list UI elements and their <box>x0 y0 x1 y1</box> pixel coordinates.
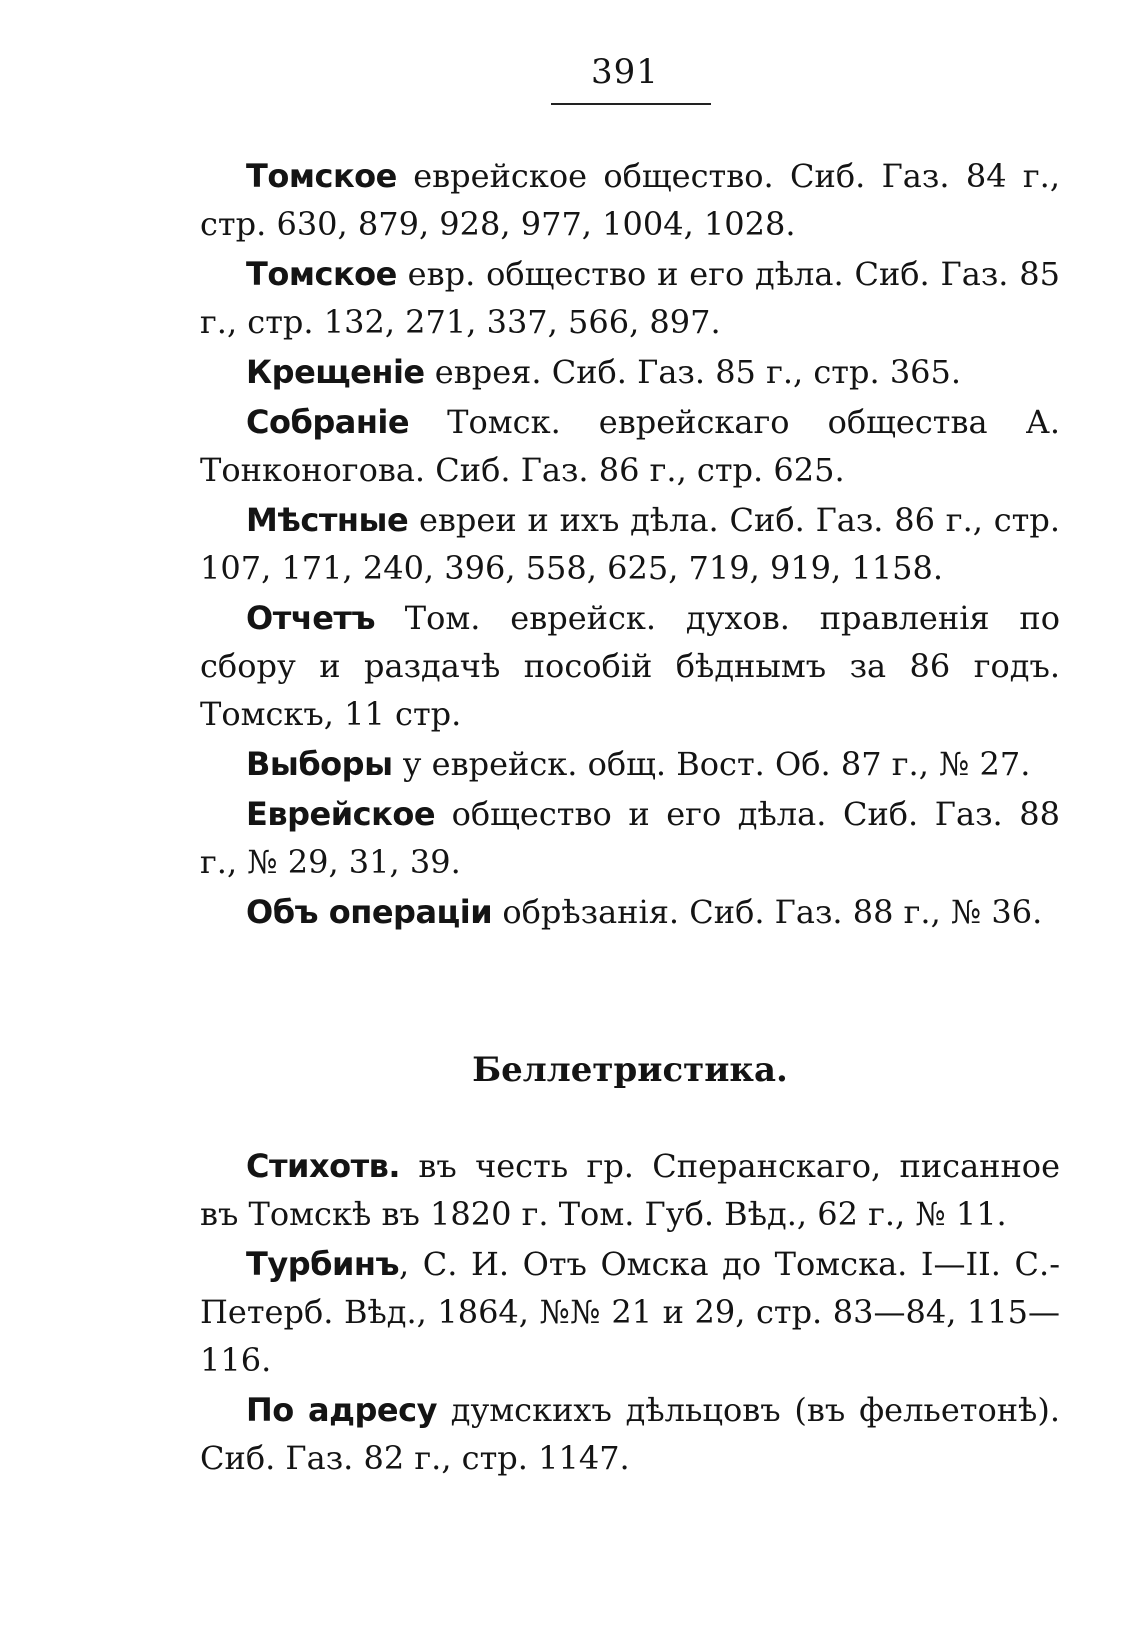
bibliography-entry <box>200 594 1060 738</box>
bibliography-list-jewish-community <box>200 152 1060 938</box>
entry-text: Томск. еврейскаго общества А. Тонконогова. Сиб. Газ. 86 г., стр. 625. <box>200 403 1060 489</box>
entry-lead: Отчетъ <box>246 599 376 637</box>
entry-lead: Стихотв. <box>246 1147 401 1185</box>
bibliography-entry <box>200 1142 1060 1238</box>
entry-text: общество и его дѣла. Сиб. Газ. 88 г., № 29, 31, 39. <box>200 795 1060 881</box>
bibliography-entry <box>200 496 1060 592</box>
entry-lead: Томское <box>246 157 397 195</box>
entry-lead: По адресу <box>246 1391 437 1429</box>
entry-lead: Мѣстные <box>246 501 409 539</box>
page-number: 391 <box>591 52 659 92</box>
entry-text: у еврейск. общ. Вост. Об. 87 г., № 27. <box>392 745 1031 783</box>
bibliography-entry <box>200 1240 1060 1384</box>
entry-lead: Собраніе <box>246 403 410 441</box>
bibliography-entry <box>200 1386 1060 1482</box>
bibliography-entry <box>200 250 1060 346</box>
entry-lead: Объ операціи <box>246 893 493 931</box>
entry-lead: Крещеніе <box>246 353 425 391</box>
bibliography-entry <box>200 398 1060 494</box>
bibliography-entry <box>200 740 1060 788</box>
entry-lead: Турбинъ <box>246 1245 400 1283</box>
entry-text: думскихъ дѣльцовъ (въ фельетонѣ). Сиб. Газ. 82 г., стр. 1147. <box>200 1391 1060 1477</box>
page-number-rule <box>551 103 711 105</box>
bibliography-entry <box>200 348 1060 396</box>
entry-text: евреи и ихъ дѣла. Сиб. Газ. 86 г., стр. 107, 171, 240, 396, 558, 625, 719, 919, 1158. <box>200 501 1060 587</box>
entry-text: еврея. Сиб. Газ. 85 г., стр. 365. <box>424 353 962 391</box>
bibliography-entry <box>200 888 1060 936</box>
entry-lead: Еврейское <box>246 795 436 833</box>
bibliography-entry <box>200 790 1060 886</box>
entry-text: въ честь гр. Сперанскаго, писанное въ Томскѣ въ 1820 г. Том. Губ. Вѣд., 62 г., № 11. <box>200 1147 1060 1233</box>
entry-text: евр. общество и его дѣла. Сиб. Газ. 85 г., стр. 132, 271, 337, 566, 897. <box>200 255 1060 341</box>
entry-text: обрѣзанія. Сиб. Газ. 88 г., № 36. <box>492 893 1043 931</box>
entry-text: , С. И. Отъ Омска до Томска. I—II. С.-Петерб. Вѣд., 1864, №№ 21 и 29, стр. 83—84, 115—116. <box>200 1245 1060 1379</box>
entry-text: Том. еврейск. духов. правленія по сбору и раздачѣ пособій бѣднымъ за 86 годъ. Томскъ, 11 стр. <box>200 599 1060 733</box>
bibliography-list-fiction <box>200 1142 1060 1484</box>
bibliography-entry <box>200 152 1060 248</box>
entry-lead: Томское <box>246 255 397 293</box>
section-heading: Беллетристика. <box>472 1050 788 1090</box>
entry-lead: Выборы <box>246 745 393 783</box>
entry-text: еврейское общество. Сиб. Газ. 84 г., стр. 630, 879, 928, 977, 1004, 1028. <box>200 157 1060 243</box>
